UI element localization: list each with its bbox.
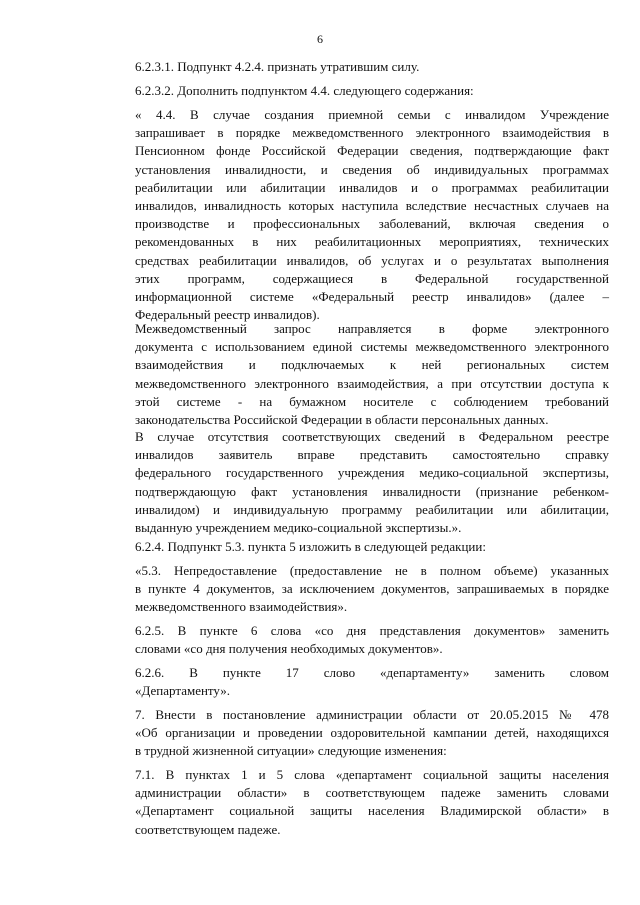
paragraph-absence-of-records: В случае отсутствия соответствующих сведений в Федеральном реестре инвалидов заявитель вправе представить самостоятельно справку федерального государственного учреждения медико-социальной экспертизы, подтверждающую факт установления инвалидности (признание ребенком- инвалидом) и индивидуальную программу реабилитации или абилитации, выданную учреждением медико-социальной экспертизы.». bbox=[135, 429, 609, 536]
paragraph-6-2-5: 6.2.5. В пункте 6 слова «со дня представления документов» заменить словами «со дня получения необходимых документов». bbox=[135, 623, 609, 657]
paragraph-5-3: «5.3. Непредоставление (предоставление не в полном объеме) указанных в пункте 4 документов, за исключением документов, запрашиваемых в порядке межведомственного взаимодействия». bbox=[135, 563, 609, 615]
paragraph-7: 7. Внести в постановление администрации области от 20.05.2015 № 478 «Об организации и проведении оздоровительной кампании детей, находящихся в трудной жизненной ситуации» следующие изменения: bbox=[135, 707, 609, 759]
paragraph-interagency-request: Межведомственный запрос направляется в форме электронного документа с использованием единой системы межведомственного электронного взаимодействия и подключаемых к ней региональных систем межведомственного электронного взаимодействия, а при отсутствии доступа к этой системе - на бумажном носителе с соблюдением требований законодательства Российской Федерации в области персональных данных. bbox=[135, 321, 609, 428]
paragraph-6-2-6: 6.2.6. В пункте 17 слово «департаменту» заменить словом «Департаменту». bbox=[135, 665, 609, 699]
page-number: 6 bbox=[317, 32, 323, 46]
paragraph-4-4: « 4.4. В случае создания приемной семьи с инвалидом Учреждение запрашивает в порядке межведомственного электронного взаимодействия в Пенсионном фонде Российской Федерации сведения, подтверждающие факт установления инвалидности, и сведения об индивидуальных программах реабилитации или абилитации инвалидов и о программах реабилитации инвалидов, инвалидность которых наступила вследствие несчастных случаев на производстве и профессиональных заболеваний, включая сведения о рекомендованных в них реабилитационных мероприятиях, технических средствах реабилитации инвалидов, об услугах и о результатах выполнения этих программ, содержащиеся в Федеральной государственной информационной системе «Федеральный реестр инвалидов» (далее – Федеральный реестр инвалидов). bbox=[135, 107, 609, 323]
paragraph-6-2-3-1: 6.2.3.1. Подпункт 4.2.4. признать утратившим силу. bbox=[135, 59, 420, 74]
paragraph-7-1: 7.1. В пунктах 1 и 5 слова «департамент социальной защиты населения администрации области» в соответствующем падеже заменить словами «Департамент социальной защиты населения Владимирской области» в соответствующем падеже. bbox=[135, 767, 609, 837]
paragraph-6-2-4: 6.2.4. Подпункт 5.3. пункта 5 изложить в следующей редакции: bbox=[135, 539, 486, 554]
paragraph-6-2-3-2: 6.2.3.2. Дополнить подпунктом 4.4. следующего содержания: bbox=[135, 83, 474, 98]
